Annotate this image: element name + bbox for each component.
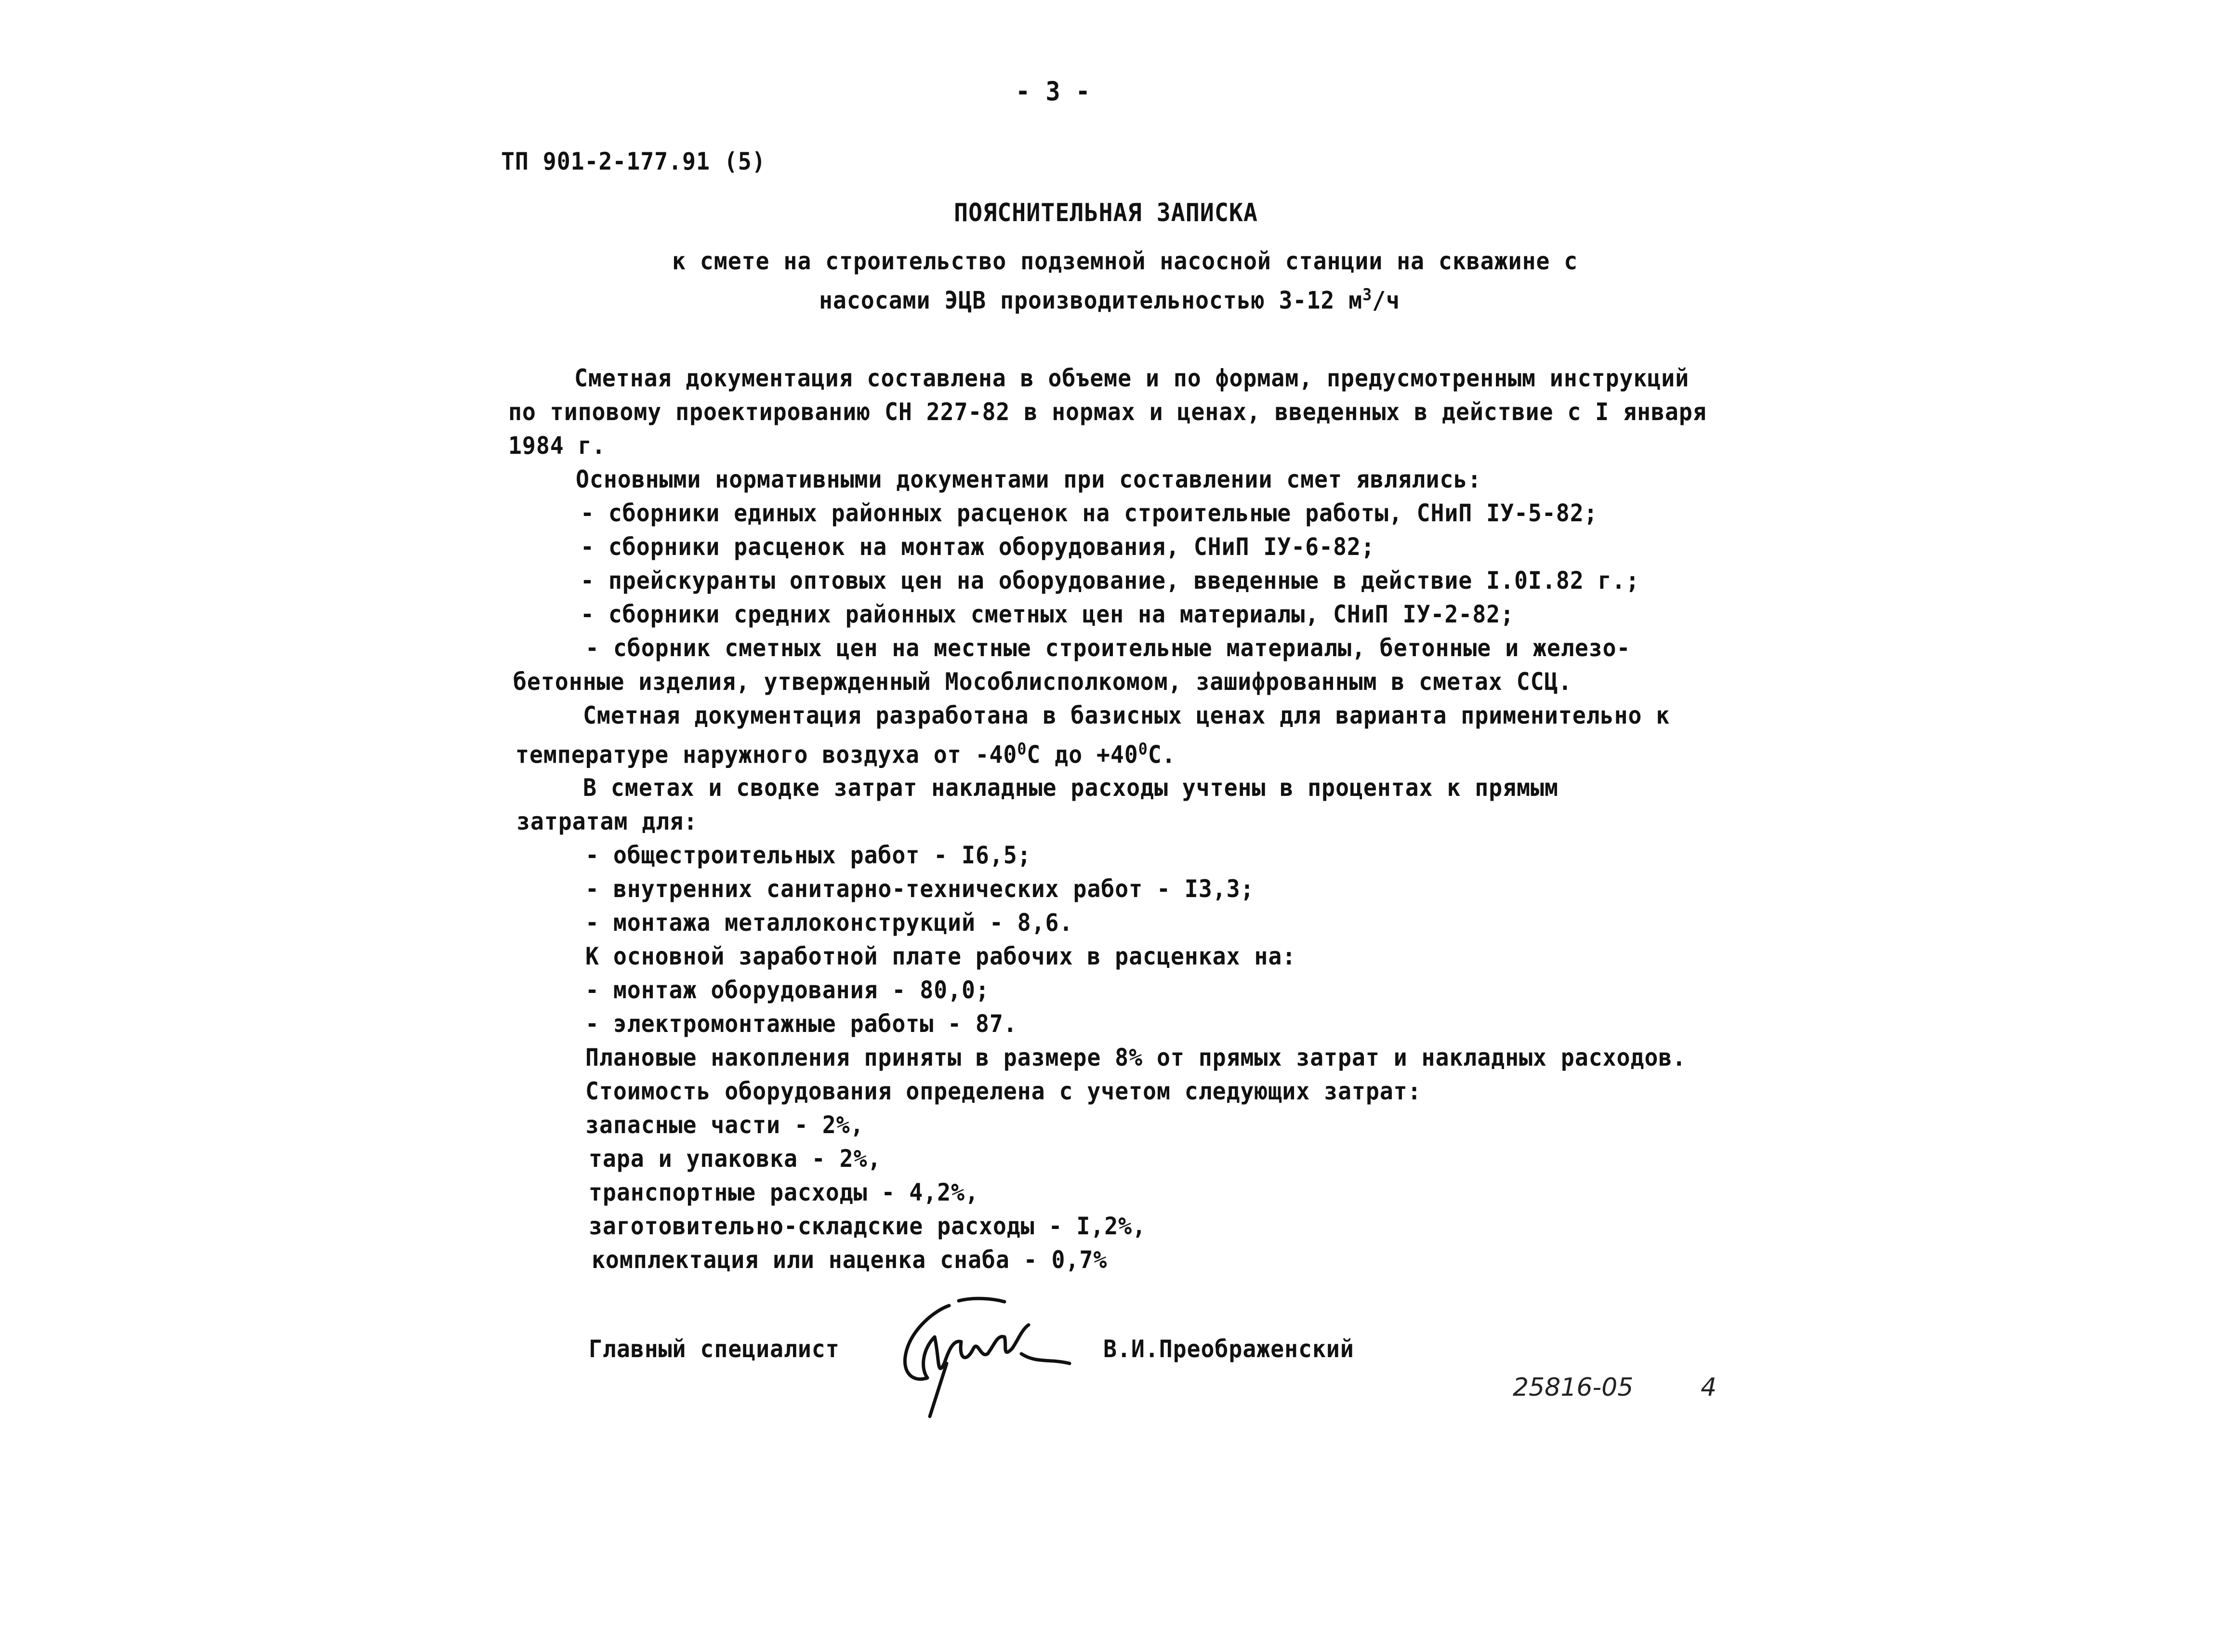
cost-item: заготовительно-складские расходы - I,2%, — [589, 1212, 1147, 1240]
list-item: - сборник сметных цен на местные строительные материалы, бетонные и железо- — [585, 634, 1631, 662]
paragraph-1-line-1: Сметная документация составлена в объеме и по формам, предусмотренным инструкций — [574, 364, 1690, 392]
paragraph-1-line-2: по типовому проектированию СН 227-82 в нормах и ценах, введенных в действие с I января — [508, 398, 1707, 426]
sheet-number: 4 — [1701, 1373, 1717, 1402]
temperature-text: температуре наружного воздуха от -40 — [515, 740, 1018, 769]
cost-item: тара и упаковка - 2%, — [589, 1145, 882, 1173]
temperature-text-mid: С до +40 — [1027, 740, 1138, 769]
paragraph-2: Основными нормативными документами при составлении смет являлись: — [576, 465, 1482, 493]
wage-item: - электромонтажные работы - 87. — [585, 1010, 1018, 1038]
list-item: - сборники единых районных расценок на строительные работы, СНиП IУ-5-82; — [581, 499, 1598, 527]
cost-item: комплектация или наценка снаба - 0,7% — [592, 1246, 1108, 1274]
overhead-item: - внутренних санитарно-технических работ - I3,3; — [585, 875, 1255, 903]
list-item-continuation: бетонные изделия, утвержденный Мособлисполкомом, зашифрованным в сметах ССЦ. — [513, 668, 1572, 696]
handwritten-signature — [877, 1291, 1079, 1421]
paragraph-1-line-3: 1984 г. — [508, 432, 606, 460]
temperature-text-end: С. — [1148, 740, 1176, 769]
signature-role: Главный специалист — [589, 1335, 840, 1363]
document-code: ТП 901-2-177.91 (5) — [501, 147, 766, 175]
page-number: - 3 - — [1016, 76, 1091, 106]
list-item: - сборники расценок на монтаж оборудования, СНиП IУ-6-82; — [581, 533, 1375, 561]
paragraph-4-line-1: В сметах и сводке затрат накладные расходы учтены в процентах к прямым — [583, 774, 1559, 802]
degree-superscript: 0 — [1138, 740, 1148, 759]
paragraph-6: Плановые накопления приняты в размере 8% от прямых затрат и накладных расходов. — [585, 1044, 1687, 1071]
overhead-item: - монтажа металлоконструкций - 8,6. — [585, 909, 1073, 937]
subtitle-line2-text: насосами ЭЦВ производительностью 3-12 м — [819, 286, 1363, 315]
overhead-item: - общестроительных работ - I6,5; — [585, 841, 1031, 869]
subtitle-line2-unit: /ч — [1372, 286, 1400, 315]
document-subtitle-line1: к смете на строительство подземной насосной станции на скважине с — [672, 247, 1578, 275]
signature-name: В.И.Преображенский — [1103, 1335, 1354, 1363]
paragraph-3-line-1: Сметная документация разработана в базисных ценах для варианта применительно к — [583, 701, 1670, 729]
paragraph-5: К основной заработной плате рабочих в расценках на: — [585, 942, 1296, 970]
document-title: ПОЯСНИТЕЛЬНАЯ ЗАПИСКА — [954, 198, 1258, 227]
cost-item: транспортные расходы - 4,2%, — [589, 1178, 979, 1206]
stamp-number: 25816-05 — [1513, 1373, 1634, 1402]
paragraph-3-line-2 — [515, 735, 1176, 769]
document-subtitle-line2 — [819, 280, 1400, 315]
cost-item: запасные части - 2%, — [585, 1111, 864, 1139]
list-item: - прейскуранты оптовых цен на оборудование, введенные в действие I.0I.82 г.; — [581, 567, 1640, 595]
list-item: - сборники средних районных сметных цен на материалы, СНиП IУ-2-82; — [581, 600, 1515, 628]
paragraph-4-line-2: затратам для: — [516, 807, 698, 835]
degree-superscript: 0 — [1017, 740, 1027, 759]
paragraph-7: Стоимость оборудования определена с учетом следующих затрат: — [585, 1077, 1422, 1105]
subtitle-line2-superscript: 3 — [1362, 285, 1373, 304]
wage-item: - монтаж оборудования - 80,0; — [585, 976, 990, 1004]
